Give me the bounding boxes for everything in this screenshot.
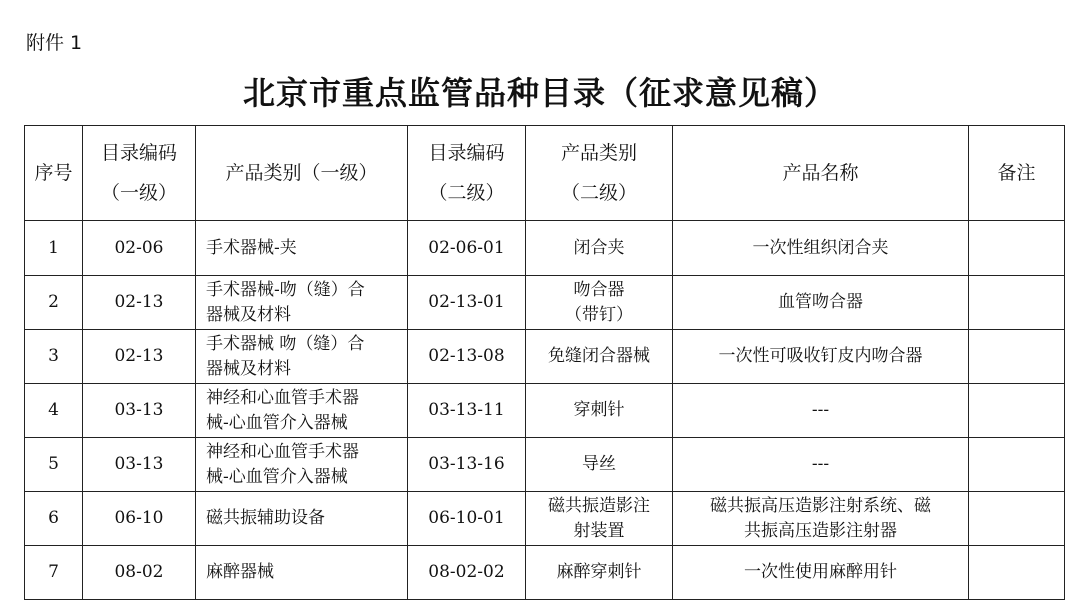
cell-category-level1-line: 磁共振辅助设备 bbox=[206, 508, 325, 528]
cell-note bbox=[969, 276, 1065, 330]
cell-category-level1 bbox=[196, 492, 408, 546]
cell-seq: 1 bbox=[25, 221, 83, 276]
cell-category-level2-line: 射装置 bbox=[573, 520, 625, 541]
cell-category-level1 bbox=[196, 384, 408, 438]
cell-product-name bbox=[673, 221, 969, 276]
header-code-level1 bbox=[83, 126, 196, 221]
cell-category-level2 bbox=[526, 546, 673, 600]
cell-category-level2-line: 穿刺针 bbox=[573, 400, 625, 420]
cell-category-level1-line: 手术器械 吻（缝）合 bbox=[206, 333, 365, 354]
cell-code-level2: 06-10-01 bbox=[408, 492, 526, 546]
cell-category-level1-line: 手术器械-夹 bbox=[206, 237, 297, 258]
cell-category-level1 bbox=[196, 330, 408, 384]
table-row bbox=[25, 438, 1065, 492]
cell-category-level2-line: （带钉） bbox=[565, 304, 633, 325]
cell-category-level2 bbox=[526, 276, 673, 330]
cell-code-level2: 08-02-02 bbox=[408, 546, 526, 600]
cell-code-level1: 02-06 bbox=[83, 221, 196, 276]
cell-product-name-line: 一次性可吸收钉皮内吻合器 bbox=[718, 346, 923, 366]
cell-category-level1-line: 神经和心血管手术器 bbox=[206, 387, 359, 408]
cell-code-level2: 03-13-16 bbox=[408, 438, 526, 492]
cell-category-level2-line: 吻合器 bbox=[573, 279, 625, 300]
header-category-level2-line2: （二级） bbox=[560, 182, 637, 204]
cell-product-name bbox=[673, 492, 969, 546]
cell-category-level2-line: 磁共振造影注 bbox=[548, 495, 650, 516]
header-category-level2 bbox=[526, 126, 673, 221]
cell-note bbox=[969, 438, 1065, 492]
cell-product-name-line: --- bbox=[811, 454, 830, 474]
cell-code-level1: 02-13 bbox=[83, 330, 196, 384]
cell-seq: 3 bbox=[25, 330, 83, 384]
cell-note bbox=[969, 492, 1065, 546]
cell-category-level1-line: 器械及材料 bbox=[206, 304, 291, 325]
cell-seq: 6 bbox=[25, 492, 83, 546]
cell-category-level1 bbox=[196, 276, 408, 330]
header-code-level1-line2: （一级） bbox=[100, 182, 177, 204]
cell-product-name bbox=[673, 546, 969, 600]
table-row bbox=[25, 492, 1065, 546]
cell-product-name bbox=[673, 330, 969, 384]
cell-category-level1-line: 械-心血管介入器械 bbox=[206, 412, 348, 433]
cell-product-name bbox=[673, 438, 969, 492]
cell-category-level1-line: 手术器械-吻（缝）合 bbox=[206, 279, 365, 300]
cell-code-level2: 02-13-08 bbox=[408, 330, 526, 384]
header-product-name: 产品名称 bbox=[673, 126, 969, 221]
header-row bbox=[25, 126, 1065, 221]
cell-product-name bbox=[673, 276, 969, 330]
header-note: 备注 bbox=[969, 126, 1065, 221]
cell-product-name-line: 一次性组织闭合夹 bbox=[752, 237, 889, 258]
cell-note bbox=[969, 221, 1065, 276]
header-code-level2-line2: （二级） bbox=[428, 182, 505, 204]
cell-category-level2-line: 导丝 bbox=[582, 454, 616, 474]
cell-category-level2-line: 闭合夹 bbox=[573, 237, 625, 258]
cell-note bbox=[969, 546, 1065, 600]
cell-product-name bbox=[673, 384, 969, 438]
table-row bbox=[25, 546, 1065, 600]
cell-code-level1: 03-13 bbox=[83, 384, 196, 438]
cell-note bbox=[969, 384, 1065, 438]
cell-code-level1: 03-13 bbox=[83, 438, 196, 492]
cell-code-level2: 02-13-01 bbox=[408, 276, 526, 330]
cell-category-level2 bbox=[526, 492, 673, 546]
cell-category-level1-line: 器械及材料 bbox=[206, 358, 291, 379]
cell-seq: 4 bbox=[25, 384, 83, 438]
cell-category-level1-line: 麻醉器械 bbox=[206, 562, 274, 582]
header-category-level2-line1: 产品类别 bbox=[560, 142, 637, 164]
cell-product-name-line: 磁共振高压造影注射系统、磁 bbox=[710, 495, 931, 516]
cell-product-name-line: 血管吻合器 bbox=[778, 292, 863, 312]
table-row bbox=[25, 221, 1065, 276]
document-title: 北京市重点监管品种目录（征求意见稿） bbox=[242, 74, 837, 112]
table-row bbox=[25, 330, 1065, 384]
cell-category-level1-line: 神经和心血管手术器 bbox=[206, 441, 359, 462]
table-body bbox=[25, 221, 1065, 600]
cell-note bbox=[969, 330, 1065, 384]
header-category-level1: 产品类别（一级） bbox=[196, 126, 408, 221]
cell-category-level1 bbox=[196, 438, 408, 492]
table-row bbox=[25, 276, 1065, 330]
cell-category-level2 bbox=[526, 330, 673, 384]
catalog-table bbox=[24, 125, 1065, 600]
cell-code-level2: 02-06-01 bbox=[408, 221, 526, 276]
cell-category-level2 bbox=[526, 221, 673, 276]
cell-code-level1: 02-13 bbox=[83, 276, 196, 330]
cell-category-level1 bbox=[196, 221, 408, 276]
cell-category-level2-line: 麻醉穿刺针 bbox=[556, 562, 642, 582]
header-seq: 序号 bbox=[25, 126, 83, 221]
cell-product-name-line: 共振高压造影注射器 bbox=[744, 520, 897, 541]
cell-category-level2 bbox=[526, 438, 673, 492]
cell-seq: 7 bbox=[25, 546, 83, 600]
header-code-level2-line1: 目录编码 bbox=[428, 142, 505, 164]
header-code-level2 bbox=[408, 126, 526, 221]
cell-seq: 5 bbox=[25, 438, 83, 492]
cell-code-level2: 03-13-11 bbox=[408, 384, 526, 438]
cell-code-level1: 08-02 bbox=[83, 546, 196, 600]
cell-seq: 2 bbox=[25, 276, 83, 330]
cell-product-name-line: 一次性使用麻醉用针 bbox=[744, 562, 897, 582]
cell-category-level2 bbox=[526, 384, 673, 438]
cell-category-level1 bbox=[196, 546, 408, 600]
cell-category-level2-line: 免缝闭合器械 bbox=[548, 346, 650, 366]
cell-category-level1-line: 械-心血管介入器械 bbox=[206, 466, 348, 487]
table-row bbox=[25, 384, 1065, 438]
attachment-label: 附件 1 bbox=[26, 32, 83, 54]
header-code-level1-line1: 目录编码 bbox=[100, 142, 177, 164]
cell-product-name-line: --- bbox=[811, 400, 830, 420]
cell-code-level1: 06-10 bbox=[83, 492, 196, 546]
